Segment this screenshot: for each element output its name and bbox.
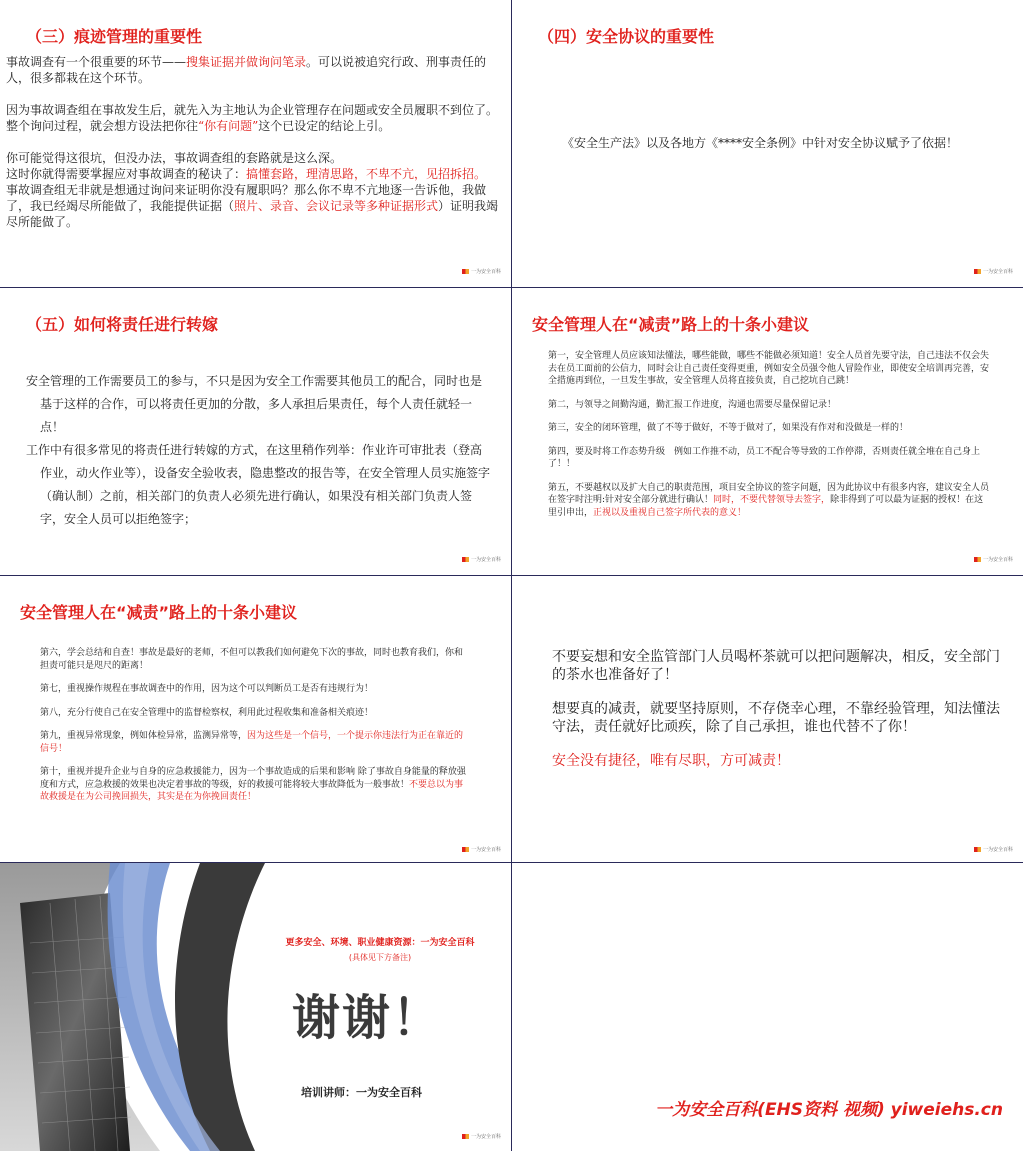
lecturer-line: 培训讲师：一为安全百科 [301, 1086, 422, 1099]
slide-responsibility-transfer [0, 288, 511, 575]
logo-mark-icon [462, 847, 469, 852]
slide-body: 第一，安全管理人员应该知法懂法，哪些能做，哪些不能做必须知道！安全人员首先要守法，自己违法不仅会失去在员工面前的公信力，同时会让自己责任变得更重，例如安全员强令他人冒险作业，即使安全培训再完善，安全措施再到位，一旦发生事故，安全管理人员将直接负责，自己挖坑自己跳！ 第二，与领导之间勤沟通，勤汇报工作进度，沟通也需要尽量保留记录！ 第三，安全的闭环管理，做了不等于做好，不等于做对了，如果没有作对和没做是一样的！ 第四，要及时将工作态势升级 例如工作推不动，员工不配合等导致的工作停滞，否则责任就全堆在自己身上了！！ 第五，不要越权以及扩大自己的职责范围，项目安全协议的签字问题，因为此协议中有很多内容，建议安全人员在签字时注明:针对安全部分就进行确认！同时，不要代替领导去签字，除非得到了可以最为证据的授权！在这里引申出，正视以及重视自己签字所代表的意义！ [548, 351, 990, 518]
slide-title: （五）如何将责任进行转嫁 [26, 315, 219, 334]
resources-line: 更多安全、环境、职业健康资源：一为安全百科 [285, 938, 475, 948]
thanks-heading: 谢谢！ [292, 990, 443, 1046]
slide-logo: 一为安全百科 [974, 556, 1013, 563]
slide-ten-tips-part2 [0, 576, 511, 862]
building-ribbon-graphic [0, 863, 280, 1151]
logo-mark-icon [974, 847, 981, 852]
slide-logo: 一为安全百科 [462, 268, 501, 275]
slide-logo: 一为安全百科 [974, 268, 1013, 275]
brand-watermark: 一为安全百科(EHS资料 视频) yiweiehs.cn [655, 1100, 1003, 1120]
slide-brand [512, 863, 1023, 1151]
logo-mark-icon [462, 269, 469, 274]
slide-conclusion [512, 576, 1023, 862]
slide-body: 不要妄想和安全监管部门人员喝杯茶就可以把问题解决，相反，安全部门的茶水也准备好了！ 想要真的减责，就要坚持原则，不存侥幸心理，不靠经验管理，知法懂法守法，责任就好比顽疾，除了自己承担，谁也代替不了你！ 安全没有捷径，唯有尽职，方可减责！ [552, 649, 1000, 769]
slide-ten-tips-part1 [512, 288, 1023, 575]
slide-title: 安全管理人在“减责”路上的十条小建议 [532, 315, 810, 334]
note-line: (具体见下方备注) [348, 953, 412, 962]
slide-logo: 一为安全百科 [974, 846, 1013, 853]
slide-logo: 一为安全百科 [462, 556, 501, 563]
slide-thank-you [0, 863, 511, 1151]
logo-mark-icon [974, 557, 981, 562]
logo-mark-icon [462, 1134, 469, 1139]
slide-title: （四）安全协议的重要性 [538, 27, 715, 46]
slide-safety-agreement [512, 0, 1023, 287]
slide-body: 《安全生产法》以及各地方《****安全条例》中针对安全协议赋予了依据！ [562, 136, 959, 150]
logo-mark-icon [974, 269, 981, 274]
slide-logo: 一为安全百科 [462, 1133, 501, 1140]
logo-mark-icon [462, 557, 469, 562]
slide-title: （三）痕迹管理的重要性 [26, 27, 203, 46]
slide-logo: 一为安全百科 [462, 846, 501, 853]
slide-body: 安全管理的工作需要员工的参与，不只是因为安全工作需要其他员工的配合，同时也是基于这样的合作，可以将责任更加的分散，多人承担后果责任，每个人责任就轻一点！ 工作中有很多常见的将责任进行转嫁的方式，在这里稍作列举：作业许可审批表（登高作业，动火作业等），设备安全验收表，隐患整改的报告等，在安全管理人员实施签字（确认制）之前，相关部门的负责人必须先进行确认，如果没有相关部门负责人签字，安全人员可以拒绝签字； [26, 374, 491, 526]
slide-body: 第六，学会总结和自查！事故是最好的老师，不但可以教我们如何避免下次的事故，同时也教育我们，你和担责可能只是咫尺的距离！ 第七，重视操作规程在事故调查中的作用，因为这个可以判断员工是否有违规行为！ 第八，充分行使自己在安全管理中的监督检察权，利用此过程收集和准备相关痕迹！ 第九，重视异常现象，例如体检异常，监测异常等，因为这些是一个信号，一个提示你违法行为正在靠近的信号！ 第十，重视并提升企业与自身的应急救援能力，因为一个事故造成的后果和影响 除了事故自身能量的释放强度和方式，应急救援的效果也决定着事故的等级，好的救援可能将较大事故降低为一般事故！不要总以为事故救援是在为公司挽回损失，其实是在为你挽回责任！ [40, 648, 466, 802]
slide-trace-management [0, 0, 511, 287]
slide-title: 安全管理人在“减责”路上的十条小建议 [20, 603, 298, 622]
slide-body: 事故调查有一个很重要的环节——搜集证据并做询问笔录。可以说被追究行政、刑事责任的人，很多都栽在这个环节。 因为事故调查组在事故发生后，就先入为主地认为企业管理存在问题或安全员履职不到位了。整个询问过程，就会想方设法把你往“你有问题”这个已设定的结论上引。 你可能觉得这很坑，但没办法，事故调查组的套路就是这么深。 这时你就得需要掌握应对事故调查的秘诀了：搞懂套路，理清思路，不卑不亢，见招拆招。 事故调查组无非就是想通过询问来证明你没有履职吗？那么你不卑不亢地逐一告诉他，我做了，我已经竭尽所能做了，我能提供证据（照片、录音、会议记录等多种证据形式）证明我竭尽所能做了。 [6, 55, 499, 229]
